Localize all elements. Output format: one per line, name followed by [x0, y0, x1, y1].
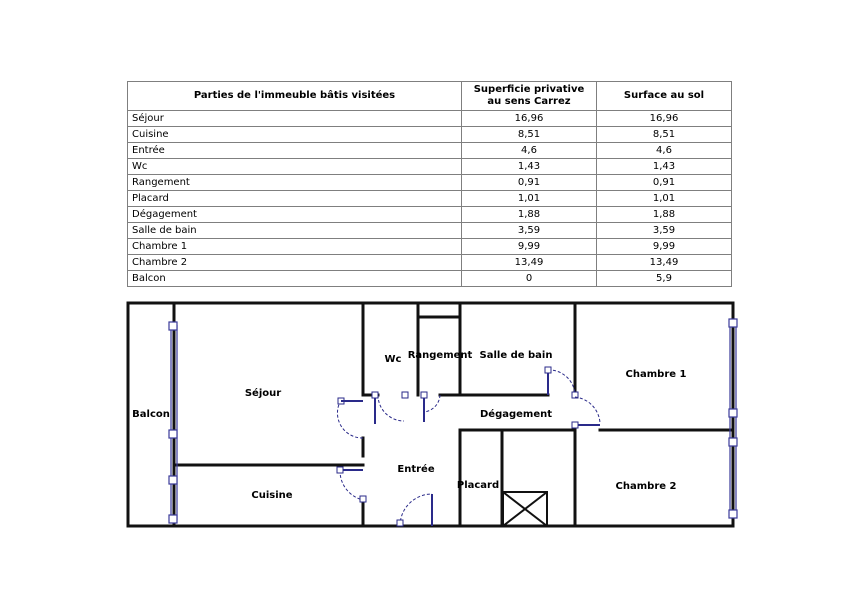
label-salle-de-bain: Salle de bain: [479, 350, 553, 361]
cell-carrez: 1,43: [462, 159, 597, 175]
cell-room-name: Séjour: [128, 111, 462, 127]
cell-carrez: 1,01: [462, 191, 597, 207]
label-entree: Entrée: [397, 464, 435, 475]
label-rangement: Rangement: [407, 350, 473, 361]
cell-carrez: 13,49: [462, 255, 597, 271]
cell-carrez: 1,88: [462, 207, 597, 223]
label-wc: Wc: [384, 354, 402, 365]
duct-box: [503, 492, 547, 526]
cell-sol: 1,01: [597, 191, 732, 207]
cell-room-name: Wc: [128, 159, 462, 175]
label-balcon: Balcon: [132, 409, 170, 420]
cell-carrez: 8,51: [462, 127, 597, 143]
cell-sol: 1,88: [597, 207, 732, 223]
label-chambre1: Chambre 1: [625, 369, 687, 380]
header-sol: Surface au sol: [597, 82, 732, 111]
doors: [337, 367, 600, 526]
cell-sol: 16,96: [597, 111, 732, 127]
cell-room-name: Chambre 2: [128, 255, 462, 271]
cell-room-name: Rangement: [128, 175, 462, 191]
label-cuisine: Cuisine: [251, 490, 293, 501]
cell-sol: 8,51: [597, 127, 732, 143]
cell-room-name: Entrée: [128, 143, 462, 159]
outer-wall: [128, 303, 733, 526]
cell-room-name: Chambre 1: [128, 239, 462, 255]
cell-carrez: 0: [462, 271, 597, 287]
cell-room-name: Salle de bain: [128, 223, 462, 239]
cell-room-name: Cuisine: [128, 127, 462, 143]
cell-sol: 5,9: [597, 271, 732, 287]
walls: [128, 303, 733, 526]
label-placard: Placard: [456, 480, 500, 491]
cell-carrez: 3,59: [462, 223, 597, 239]
cell-sol: 13,49: [597, 255, 732, 271]
cell-carrez: 0,91: [462, 175, 597, 191]
cell-sol: 0,91: [597, 175, 732, 191]
header-parties: Parties de l'immeuble bâtis visitées: [128, 82, 462, 111]
label-degagement: Dégagement: [479, 409, 553, 420]
cell-sol: 3,59: [597, 223, 732, 239]
cell-sol: 4,6: [597, 143, 732, 159]
label-chambre2: Chambre 2: [615, 481, 677, 492]
cell-sol: 1,43: [597, 159, 732, 175]
cell-carrez: 9,99: [462, 239, 597, 255]
cell-sol: 9,99: [597, 239, 732, 255]
cell-room-name: Dégagement: [128, 207, 462, 223]
header-carrez: Superficie privative au sens Carrez: [462, 82, 597, 111]
cell-room-name: Balcon: [128, 271, 462, 287]
cell-room-name: Placard: [128, 191, 462, 207]
cell-carrez: 16,96: [462, 111, 597, 127]
cell-carrez: 4,6: [462, 143, 597, 159]
label-sejour: Séjour: [244, 388, 282, 399]
